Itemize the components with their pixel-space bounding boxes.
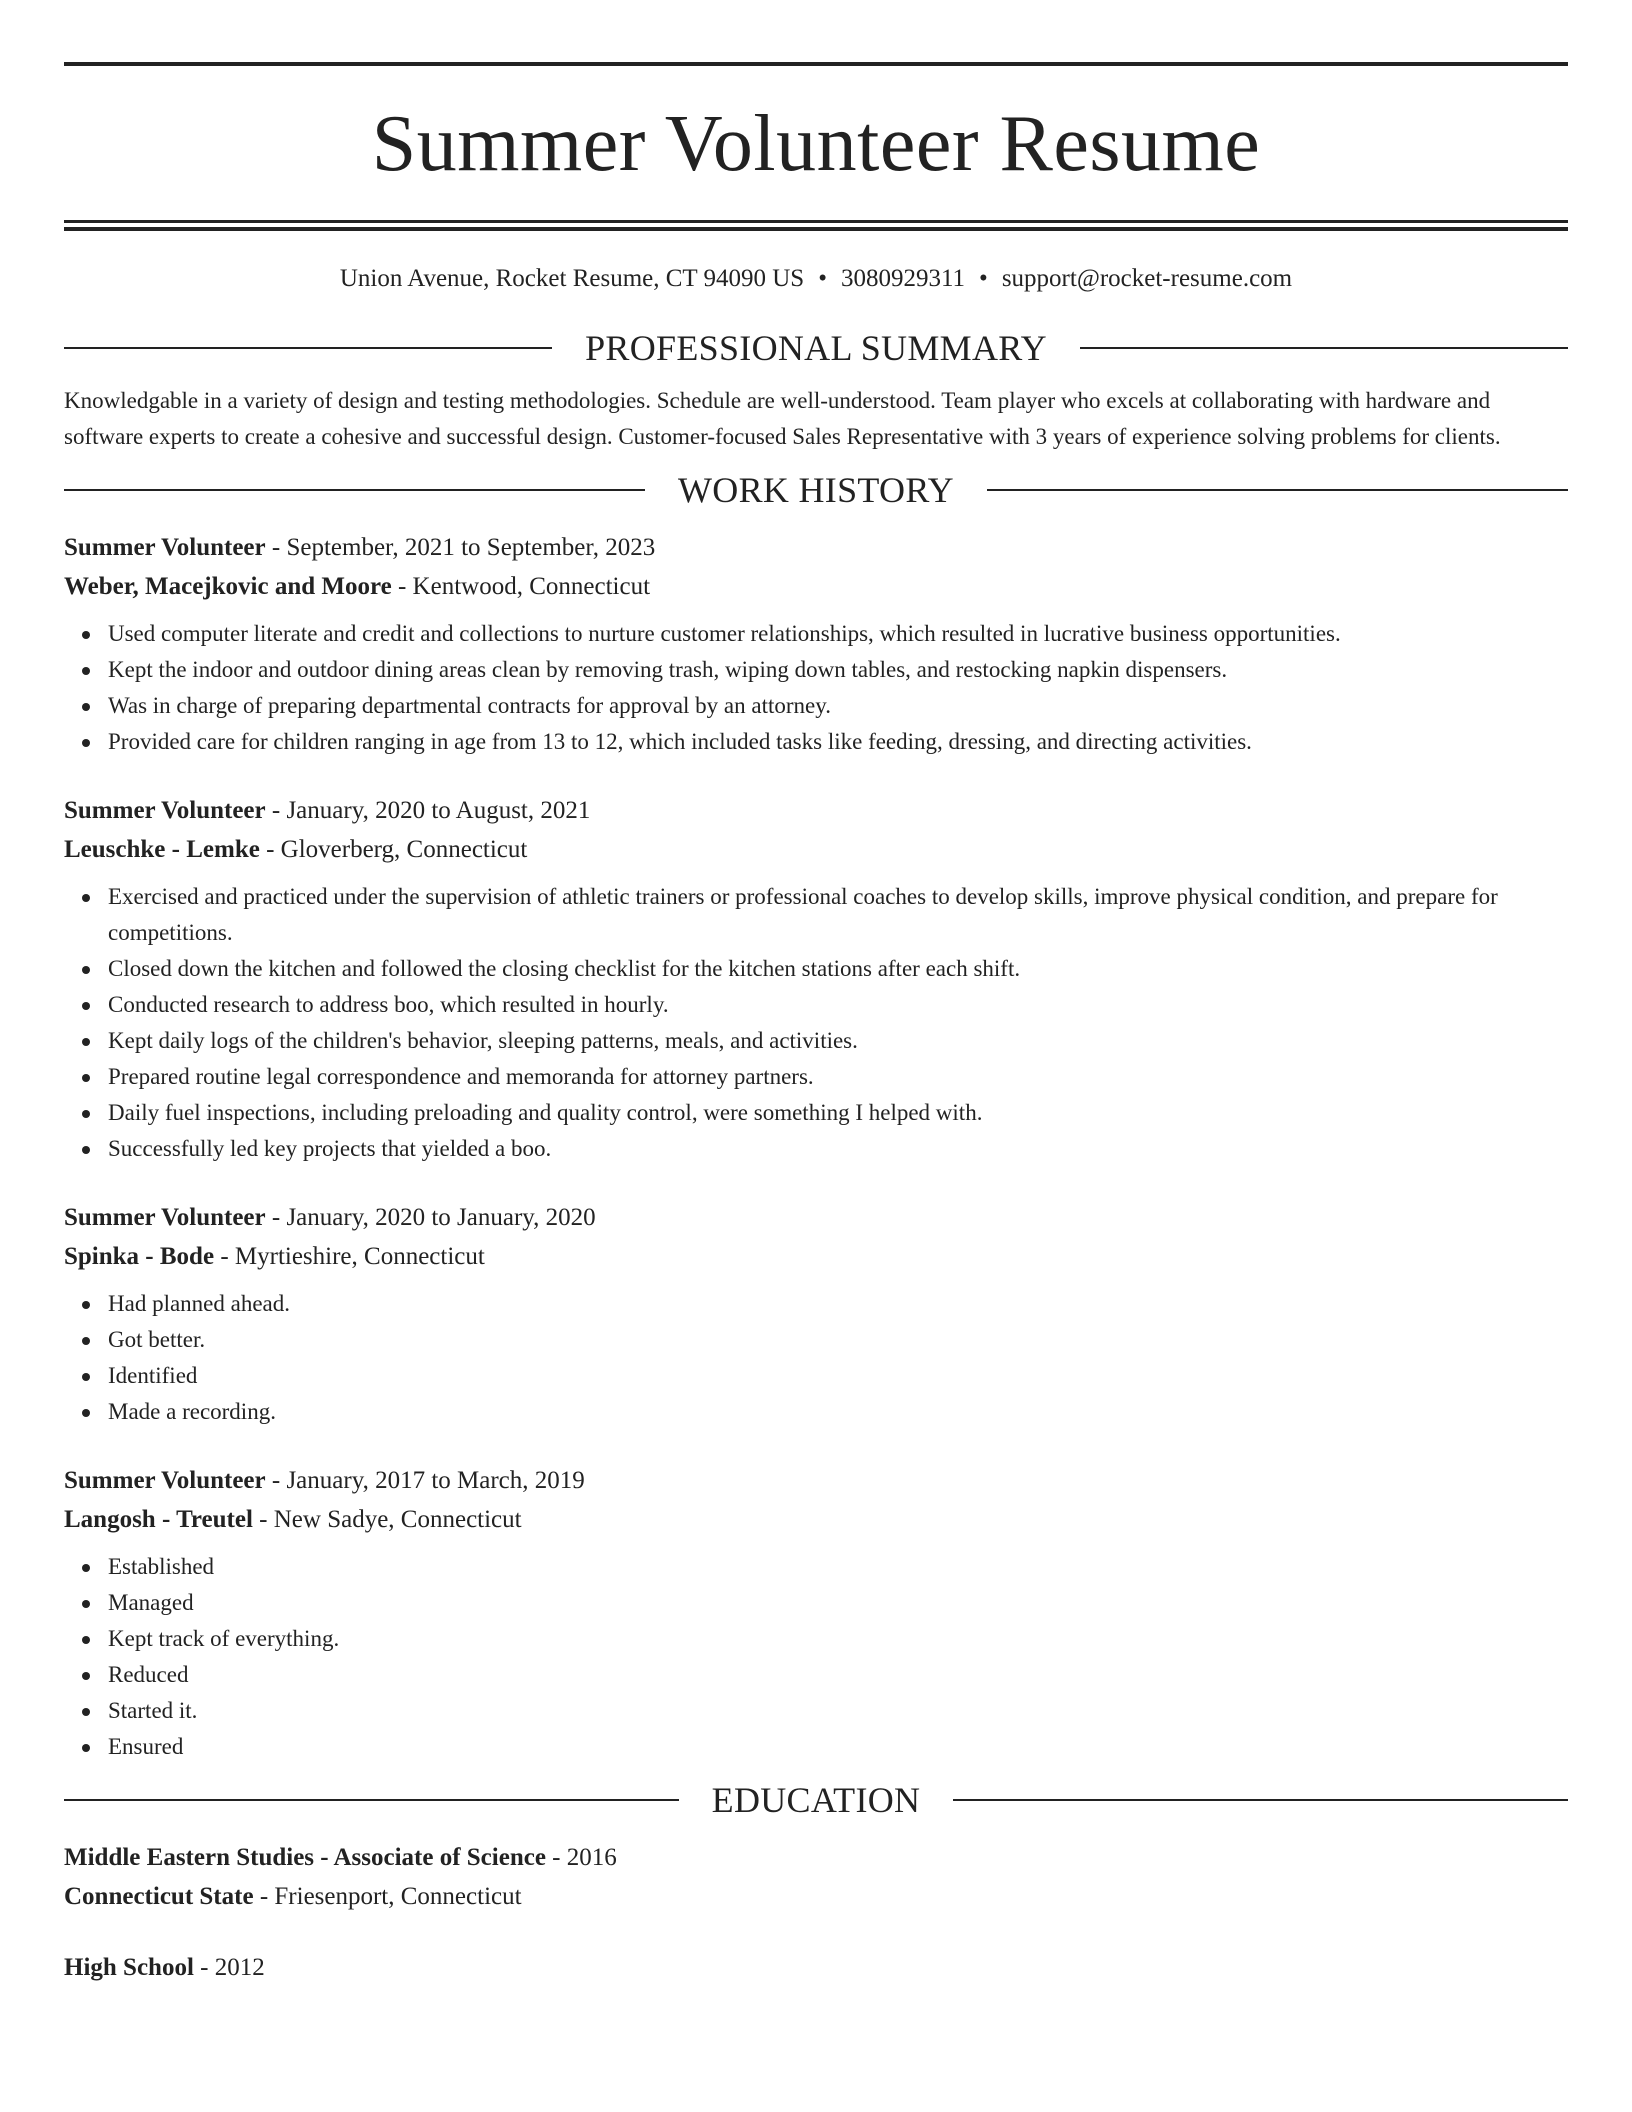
contact-email: support@rocket-resume.com: [1001, 265, 1293, 292]
job-bullets: [64, 879, 1568, 1167]
job-location: - New Sadye, Connecticut: [252, 1506, 522, 1533]
list-item: Ensured: [108, 1729, 1568, 1765]
job-company-line: [64, 1500, 1568, 1539]
list-item: Established: [108, 1549, 1568, 1585]
list-item: Prepared routine legal correspondence and memoranda for attorney partners.: [108, 1059, 1568, 1095]
education-school-line: [64, 1877, 1568, 1916]
job-title-line: [64, 528, 1568, 567]
section-title-summary: PROFESSIONAL SUMMARY: [585, 328, 1047, 368]
job-bullets: [64, 1549, 1568, 1765]
job-dates: - January, 2017 to March, 2019: [265, 1467, 585, 1494]
job-title: Summer Volunteer: [64, 1467, 266, 1494]
job-dates: - September, 2021 to September, 2023: [265, 534, 656, 561]
education-degree-line: [64, 1948, 1568, 1987]
education-entry: [64, 1948, 1568, 1987]
job-dates: - January, 2020 to August, 2021: [265, 797, 591, 824]
list-item: Daily fuel inspections, including preloading and quality control, were something I helped with.: [108, 1095, 1568, 1131]
section-rule-right: [1080, 347, 1568, 349]
job-dates: - January, 2020 to January, 2020: [265, 1204, 596, 1231]
list-item: Kept the indoor and outdoor dining areas clean by removing trash, wiping down tables, and restocking napkin dispensers.: [108, 652, 1568, 688]
contact-address: Union Avenue, Rocket Resume, CT 94090 US: [339, 265, 805, 292]
contact-phone: 3080929311: [840, 265, 966, 292]
education-degree-line: [64, 1838, 1568, 1877]
contact-line: [64, 264, 1568, 294]
list-item: Reduced: [108, 1657, 1568, 1693]
list-item: Used computer literate and credit and collections to nurture customer relationships, which resulted in lucrative business opportunities.: [108, 616, 1568, 652]
job-location: - Myrtieshire, Connecticut: [214, 1243, 485, 1270]
job-title: Summer Volunteer: [64, 1204, 266, 1231]
job-location: - Kentwood, Connecticut: [391, 573, 651, 600]
education-year: - 2016: [545, 1844, 617, 1871]
section-rule-right: [987, 489, 1568, 491]
job-title-line: [64, 1461, 1568, 1500]
job-title: Summer Volunteer: [64, 797, 266, 824]
education-year: - 2012: [193, 1954, 265, 1981]
list-item: Made a recording.: [108, 1394, 1568, 1430]
section-title-education: EDUCATION: [711, 1780, 921, 1820]
job-title: Summer Volunteer: [64, 534, 266, 561]
education-school: Connecticut State: [64, 1883, 254, 1910]
job-company: Langosh - Treutel: [64, 1506, 253, 1533]
job-entry: [64, 1461, 1568, 1765]
section-rule-left: [64, 1799, 679, 1801]
list-item: Provided care for children ranging in age from 13 to 12, which included tasks like feeding, dressing, and directing activities.: [108, 724, 1568, 760]
job-bullets: [64, 1286, 1568, 1430]
job-entry: [64, 528, 1568, 760]
job-entry: [64, 791, 1568, 1167]
education-degree: Middle Eastern Studies - Associate of Science: [64, 1844, 546, 1871]
summary-text: Knowledgable in a variety of design and testing methodologies. Schedule are well-understood. Team player who excels at collaborating with hardware and software experts to create a cohesive and successful design. Customer-focused Sales Representative with 3 years of experience solving problems for clients.: [64, 388, 1501, 449]
job-company: Spinka - Bode: [64, 1243, 215, 1270]
page-title: Summer Volunteer Resume: [371, 100, 1261, 188]
job-company: Weber, Macejkovic and Moore: [64, 573, 392, 600]
job-company-line: [64, 567, 1568, 606]
job-company-line: [64, 1237, 1568, 1276]
section-title-work: WORK HISTORY: [678, 470, 954, 510]
job-entry: [64, 1198, 1568, 1430]
list-item: Started it.: [108, 1693, 1568, 1729]
list-item: Got better.: [108, 1322, 1568, 1358]
list-item: Closed down the kitchen and followed the closing checklist for the kitchen stations after each shift.: [108, 951, 1568, 987]
section-header-education: [64, 1779, 1568, 1821]
contact-separator: •: [979, 265, 988, 292]
list-item: Successfully led key projects that yielded a boo.: [108, 1131, 1568, 1167]
list-item: Was in charge of preparing departmental contracts for approval by an attorney.: [108, 688, 1568, 724]
section-rule-right: [953, 1799, 1568, 1801]
list-item: Kept track of everything.: [108, 1621, 1568, 1657]
section-header-work: [64, 469, 1568, 511]
list-item: Managed: [108, 1585, 1568, 1621]
job-company-line: [64, 830, 1568, 869]
list-item: Conducted research to address boo, which resulted in hourly.: [108, 987, 1568, 1023]
education-degree: High School: [64, 1954, 194, 1981]
title-double-rule: [64, 220, 1568, 231]
job-title-line: [64, 1198, 1568, 1237]
list-item: Exercised and practiced under the supervision of athletic trainers or professional coaches to develop skills, improve physical condition, and prepare for competitions.: [108, 879, 1568, 951]
section-rule-left: [64, 347, 552, 349]
section-header-summary: [64, 327, 1568, 369]
job-title-line: [64, 791, 1568, 830]
list-item: Had planned ahead.: [108, 1286, 1568, 1322]
list-item: Identified: [108, 1358, 1568, 1394]
education-location: - Friesenport, Connecticut: [253, 1883, 522, 1910]
job-location: - Gloverberg, Connecticut: [259, 836, 528, 863]
top-rule: [64, 62, 1568, 66]
section-rule-left: [64, 489, 645, 491]
job-company: Leuschke - Lemke: [64, 836, 260, 863]
list-item: Kept daily logs of the children's behavior, sleeping patterns, meals, and activities.: [108, 1023, 1568, 1059]
contact-separator: •: [818, 265, 827, 292]
education-entry: [64, 1838, 1568, 1916]
job-bullets: [64, 616, 1568, 760]
